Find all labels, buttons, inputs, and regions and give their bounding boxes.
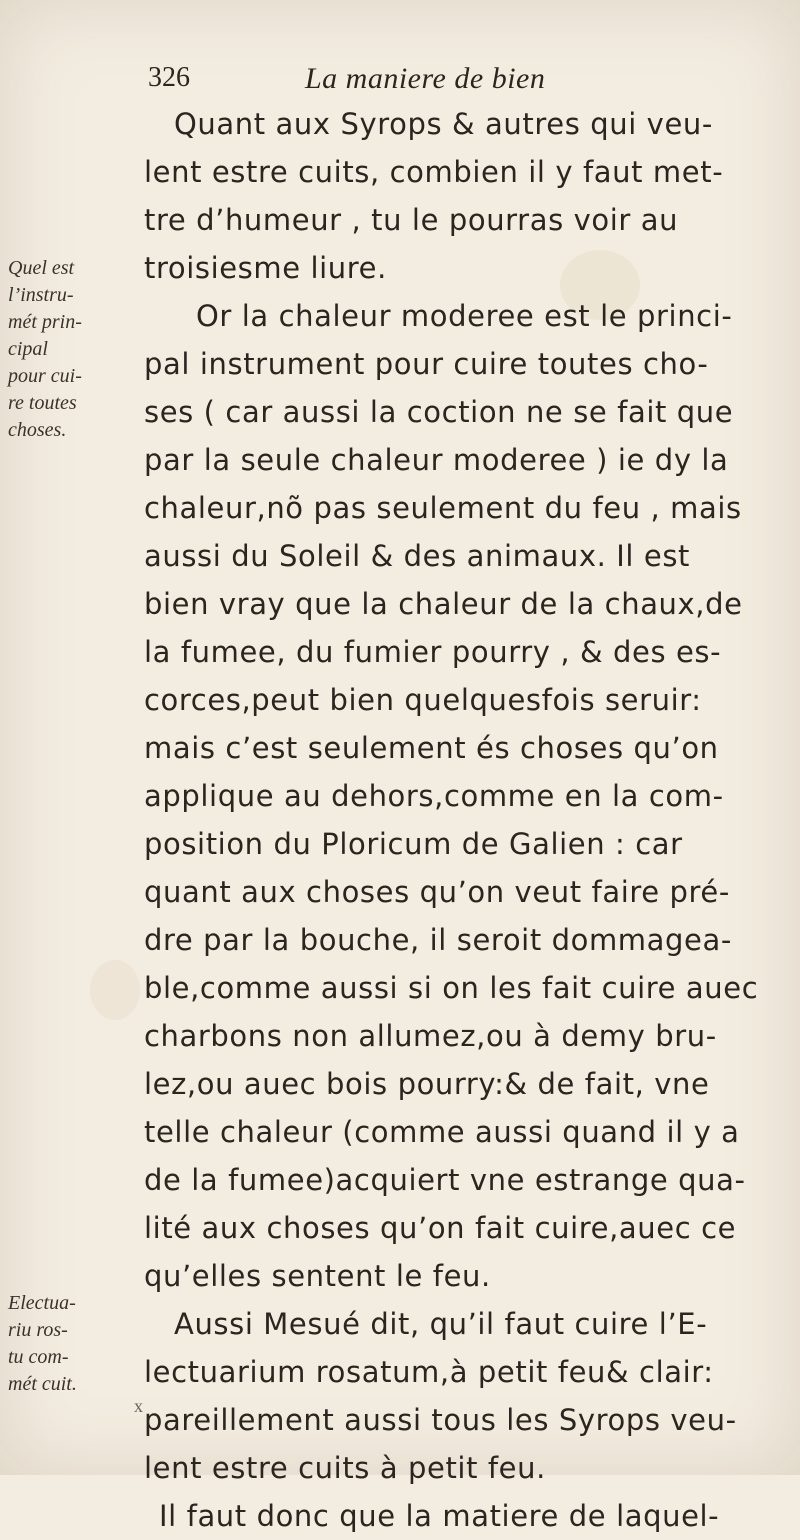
- margin-note-line: choses.: [8, 419, 67, 441]
- text-line: dre par la bouche, il seroit dommagea-: [144, 923, 732, 957]
- text-line: telle chaleur (comme aussi quand il y a: [144, 1115, 740, 1149]
- text-line: lectuarium rosatum,à petit feu& clair:: [144, 1355, 714, 1389]
- text-line: chaleur,nõ pas seulement du feu , mais: [144, 491, 742, 525]
- text-line: par la seule chaleur moderee ) ie dy la: [144, 443, 729, 477]
- catchword-mark: x: [134, 1396, 143, 1416]
- margin-note-instrument: [8, 255, 82, 444]
- main-text: [144, 100, 784, 1540]
- text-line: Il faut donc que la matiere de laquel-: [159, 1499, 720, 1533]
- margin-note-line: pour cui-: [8, 365, 82, 387]
- text-line: qu’elles sentent le feu.: [144, 1259, 491, 1293]
- margin-note-line: Quel est: [8, 257, 75, 279]
- text-line: aussi du Soleil & des animaux. Il est: [144, 539, 690, 573]
- text-line: troisiesme liure.: [144, 251, 387, 285]
- margin-note-electuarium: [8, 1290, 77, 1398]
- text-line: Aussi Mesué dit, qu’il faut cuire l’E-: [174, 1307, 708, 1341]
- text-line: de la fumee)acquiert vne estrange qua-: [144, 1163, 746, 1197]
- text-line: lité aux choses qu’on fait cuire,auec ce: [144, 1211, 737, 1245]
- text-line: corces,peut bien quelquesfois seruir:: [144, 683, 702, 717]
- text-line: pal instrument pour cuire toutes cho-: [144, 347, 709, 381]
- text-line: lez,ou auec bois pourry:& de fait, vne: [144, 1067, 710, 1101]
- text-line: ble,comme aussi si on les fait cuire auec: [144, 971, 759, 1005]
- text-line: lent estre cuits, combien il y faut met-: [144, 155, 724, 189]
- text-line: Quant aux Syrops & autres qui veu-: [174, 107, 713, 141]
- text-line: position du Ploricum de Galien : car: [144, 827, 683, 861]
- text-line: quant aux choses qu’on veut faire pré-: [144, 875, 730, 909]
- page-number: 326: [148, 62, 190, 93]
- text-line: tre d’humeur , tu le pourras voir au: [144, 203, 679, 237]
- margin-note-line: re toutes: [8, 392, 77, 414]
- text-line: ses ( car aussi la coction ne se fait que: [144, 395, 734, 429]
- text-line: bien vray que la chaleur de la chaux,de: [144, 587, 743, 621]
- margin-note-line: Electua-: [8, 1292, 76, 1314]
- margin-note-line: tu com-: [8, 1346, 69, 1368]
- margin-note-line: cipal: [8, 338, 48, 360]
- text-line: pareillement aussi tous les Syrops veu-: [144, 1403, 737, 1437]
- margin-note-line: l’instru-: [8, 284, 74, 306]
- text-line: charbons non allumez,ou à demy bru-: [144, 1019, 717, 1053]
- paper-stain: [90, 960, 140, 1020]
- running-title: La maniere de bien: [305, 62, 546, 95]
- margin-note-line: mét cuit.: [8, 1373, 77, 1395]
- page-header: [140, 62, 780, 102]
- text-line: Or la chaleur moderee est le princi-: [196, 299, 733, 333]
- margin-note-line: riu ros-: [8, 1319, 68, 1341]
- text-line: applique au dehors,comme en la com-: [144, 779, 724, 813]
- text-line: mais c’est seulement és choses qu’on: [144, 731, 719, 765]
- text-line: lent estre cuits à petit feu.: [144, 1451, 546, 1485]
- catchword: [134, 1396, 434, 1420]
- text-line: la fumee, du fumier pourry , & des es-: [144, 635, 722, 669]
- margin-note-line: mét prin-: [8, 311, 82, 333]
